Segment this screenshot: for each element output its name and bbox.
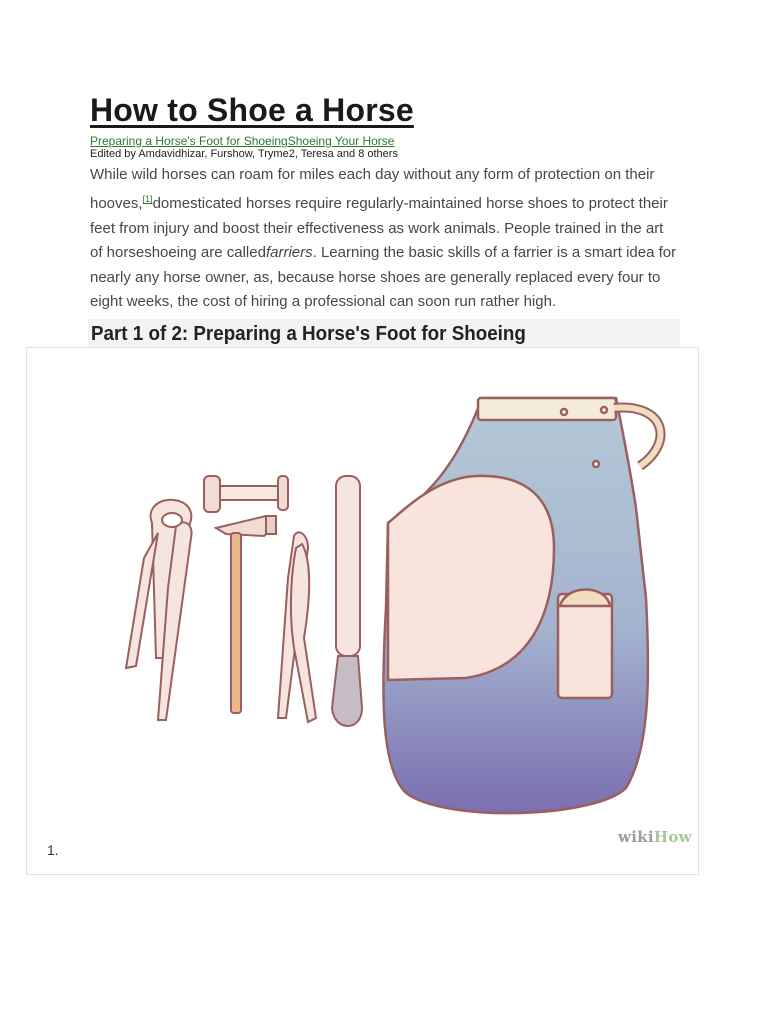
intro-text-2: domesticated horses require regularly-maintained horse shoes to protect their feet from injury and boost their effectiveness as work animals. People trained in the art of horseshoeing are called <box>90 195 668 262</box>
claw-hammer-icon <box>216 516 276 713</box>
article-title: How to Shoe a Horse <box>90 92 414 128</box>
intro-text-1: While wild horses can roam for miles each day without any form of protection on their hooves, <box>90 166 655 213</box>
breadcrumb <box>90 134 394 148</box>
citation-link[interactable]: [1] <box>142 194 153 205</box>
farrier-tools-illustration <box>26 348 698 838</box>
nail-puller-icon <box>278 532 316 722</box>
intro-paragraph <box>90 163 680 314</box>
breadcrumb-link-shoeing[interactable]: Shoeing Your Horse <box>287 134 395 148</box>
wikihow-watermark: wikiHow <box>618 828 692 846</box>
farrier-apron-icon <box>383 398 660 813</box>
breadcrumb-link-preparing[interactable]: Preparing a Horse's Foot for Shoeing <box>90 134 288 148</box>
rounding-hammer-icon <box>204 476 288 512</box>
editors-line: Edited by Amdavidhizar, Furshow, Tryme2, Teresa and 8 others <box>90 148 398 160</box>
part-title: Part 1 of 2: Preparing a Horse's Foot for Shoeing <box>91 323 526 345</box>
hoof-nippers-icon <box>126 500 192 720</box>
step-number: 1. <box>47 842 59 858</box>
intro-text-3: . Learning the basic skills of a farrier is a smart idea for nearly any horse owner, as, because horse shoes are generally replaced every four to eight weeks, the cost of hiring a professional can soon run rather high. <box>90 244 677 311</box>
rasp-icon <box>332 476 362 726</box>
farriers-term: farriers <box>265 244 313 262</box>
